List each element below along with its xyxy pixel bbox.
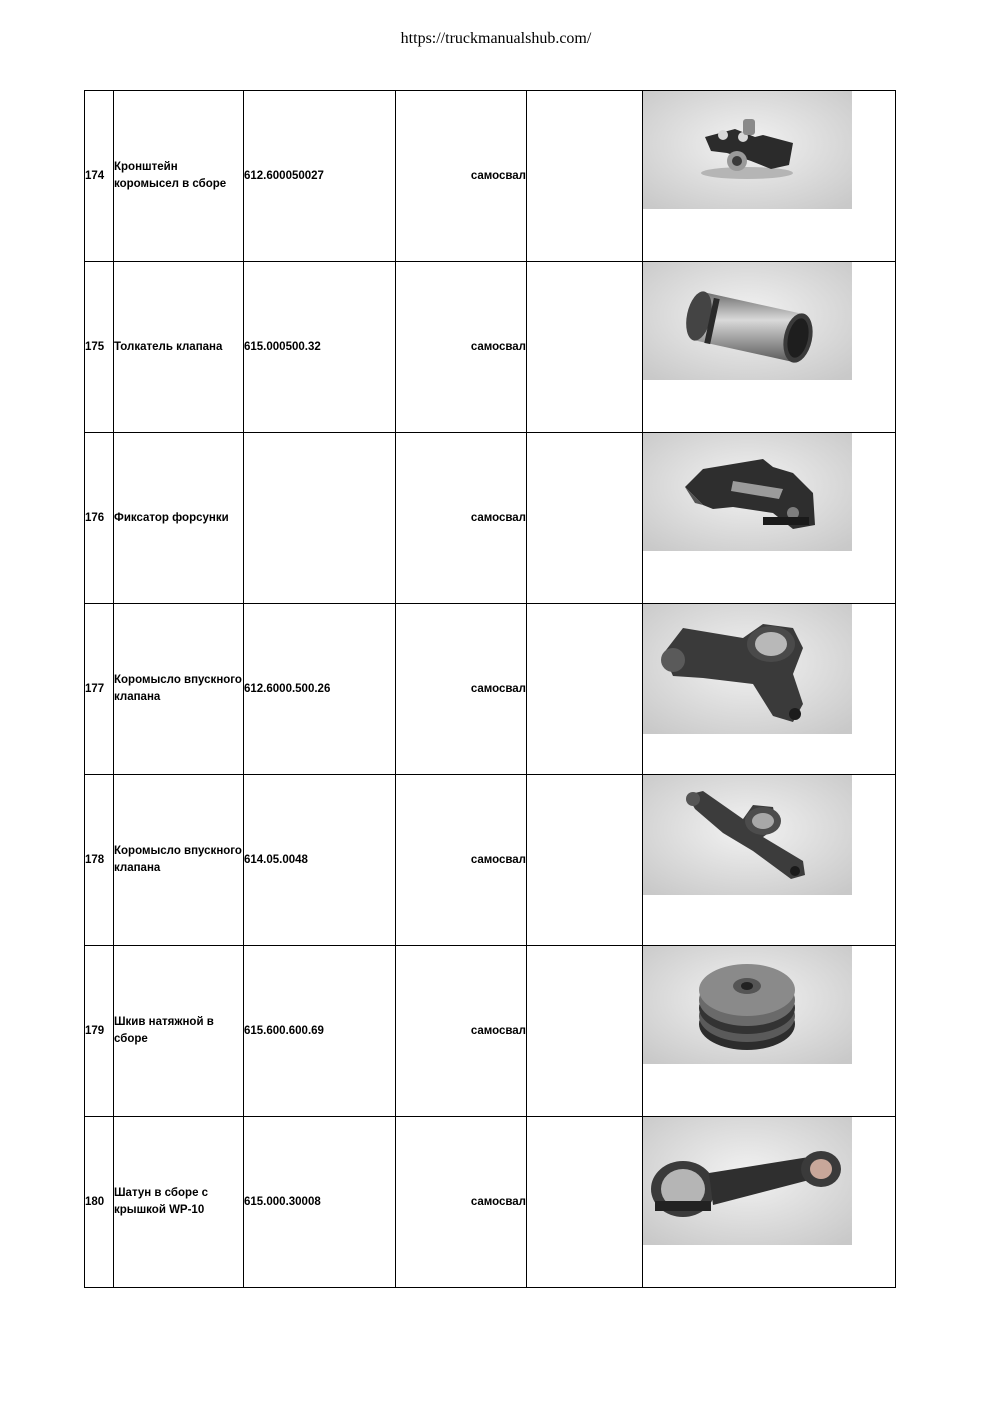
table-row (85, 262, 896, 433)
photo-cell (643, 775, 896, 946)
table-row (85, 433, 896, 604)
valve-tappet-photo (643, 262, 852, 380)
extra-cell (527, 775, 643, 946)
rocker-bracket-assembly-photo (643, 91, 852, 209)
row-number: 177 (85, 604, 114, 775)
extra-cell (527, 1117, 643, 1288)
row-number: 180 (85, 1117, 114, 1288)
row-number: 178 (85, 775, 114, 946)
part-code: 612.6000.500.26 (244, 604, 396, 775)
extra-cell (527, 433, 643, 604)
extra-cell (527, 262, 643, 433)
part-code (244, 433, 396, 604)
row-number: 176 (85, 433, 114, 604)
part-name: Фиксатор форсунки (114, 433, 244, 604)
header-url: https://truckmanualshub.com/ (400, 30, 592, 47)
photo-cell (643, 946, 896, 1117)
part-name: Шкив натяжной в сборе (114, 946, 244, 1117)
vehicle-type: самосвал (396, 775, 527, 946)
table-row (85, 91, 896, 262)
parts-table (84, 90, 896, 1288)
vehicle-type: самосвал (396, 946, 527, 1117)
row-number: 175 (85, 262, 114, 433)
part-name: Коромысло впускного клапана (114, 604, 244, 775)
injector-clamp-photo (643, 433, 852, 551)
table-row (85, 946, 896, 1117)
tension-pulley-photo (643, 946, 852, 1064)
photo-cell (643, 1117, 896, 1288)
table-row (85, 604, 896, 775)
vehicle-type: самосвал (396, 262, 527, 433)
part-name: Кронштейн коромысел в сборе (114, 91, 244, 262)
row-number: 179 (85, 946, 114, 1117)
extra-cell (527, 91, 643, 262)
part-name: Коромысло впускного клапана (114, 775, 244, 946)
vehicle-type: самосвал (396, 1117, 527, 1288)
connecting-rod-photo (643, 1117, 852, 1245)
part-code: 615.000500.32 (244, 262, 396, 433)
photo-cell (643, 604, 896, 775)
table-row (85, 775, 896, 946)
extra-cell (527, 946, 643, 1117)
vehicle-type: самосвал (396, 91, 527, 262)
photo-cell (643, 433, 896, 604)
table-row (85, 1117, 896, 1288)
extra-cell (527, 604, 643, 775)
vehicle-type: самосвал (396, 604, 527, 775)
part-name: Толкатель клапана (114, 262, 244, 433)
part-code: 615.600.600.69 (244, 946, 396, 1117)
part-name: Шатун в сборе с крышкой WP-10 (114, 1117, 244, 1288)
row-number: 174 (85, 91, 114, 262)
intake-rocker-arm-long-photo (643, 775, 852, 895)
part-code: 615.000.30008 (244, 1117, 396, 1288)
part-code: 612.600050027 (244, 91, 396, 262)
photo-cell (643, 262, 896, 433)
part-code: 614.05.0048 (244, 775, 396, 946)
photo-cell (643, 91, 896, 262)
intake-rocker-arm-photo (643, 604, 852, 734)
vehicle-type: самосвал (396, 433, 527, 604)
